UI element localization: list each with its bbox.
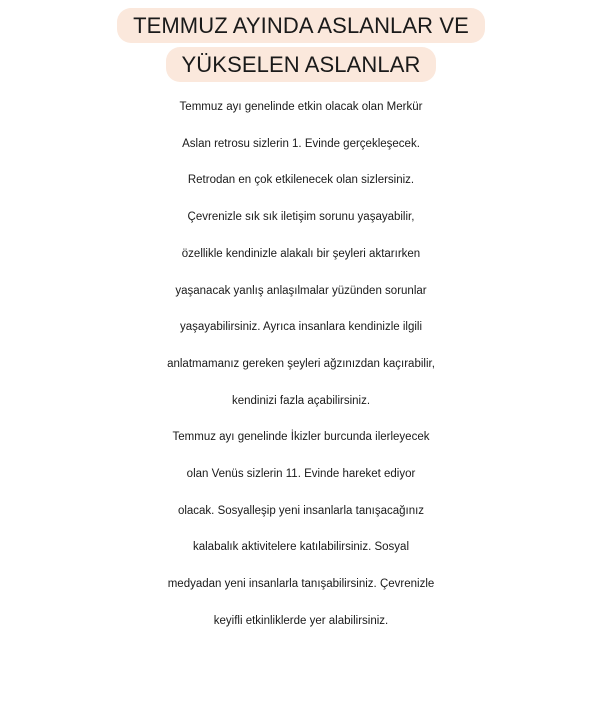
body-line: özellikle kendinizle alakalı bir şeyleri aktarırken xyxy=(181,247,421,260)
article-body xyxy=(0,89,602,640)
body-line: Temmuz ayı genelinde İkizler burcunda ilerleyecek xyxy=(172,431,430,444)
body-line: Aslan retrosu sizlerin 1. Evinde gerçekleşecek. xyxy=(182,137,420,150)
body-line: olacak. Sosyalleşip yeni insanlarla tanışacağınız xyxy=(177,504,425,517)
body-line: kendinizi fazla açabilirsiniz. xyxy=(231,394,371,407)
body-line: Çevrenizle sık sık iletişim sorunu yaşayabilir, xyxy=(187,211,415,224)
body-line: Retrodan en çok etkilenecek olan sizlersiniz. xyxy=(187,174,415,187)
body-line: Temmuz ayı genelinde etkin olacak olan Merkür xyxy=(179,101,423,113)
body-line: medyadan yeni insanlarla tanışabilirsiniz. Çevrenizle xyxy=(167,578,435,591)
page-title xyxy=(0,8,602,82)
body-line: yaşayabilirsiniz. Ayrıca insanlara kendinizle ilgili xyxy=(179,321,423,334)
title-line-2: YÜKSELEN ASLANLAR xyxy=(166,47,437,82)
title-line-1: TEMMUZ AYINDA ASLANLAR VE xyxy=(117,8,485,43)
body-line: keyifli etkinliklerde yer alabilirsiniz. xyxy=(213,614,389,627)
body-line: olan Venüs sizlerin 11. Evinde hareket ediyor xyxy=(186,468,416,481)
body-line: kalabalık aktivitelere katılabilirsiniz. Sosyal xyxy=(192,541,410,554)
body-line: yaşanacak yanlış anlaşılmalar yüzünden sorunlar xyxy=(175,284,427,297)
body-line: anlatmamanız gereken şeyleri ağzınızdan kaçırabilir, xyxy=(167,357,435,370)
